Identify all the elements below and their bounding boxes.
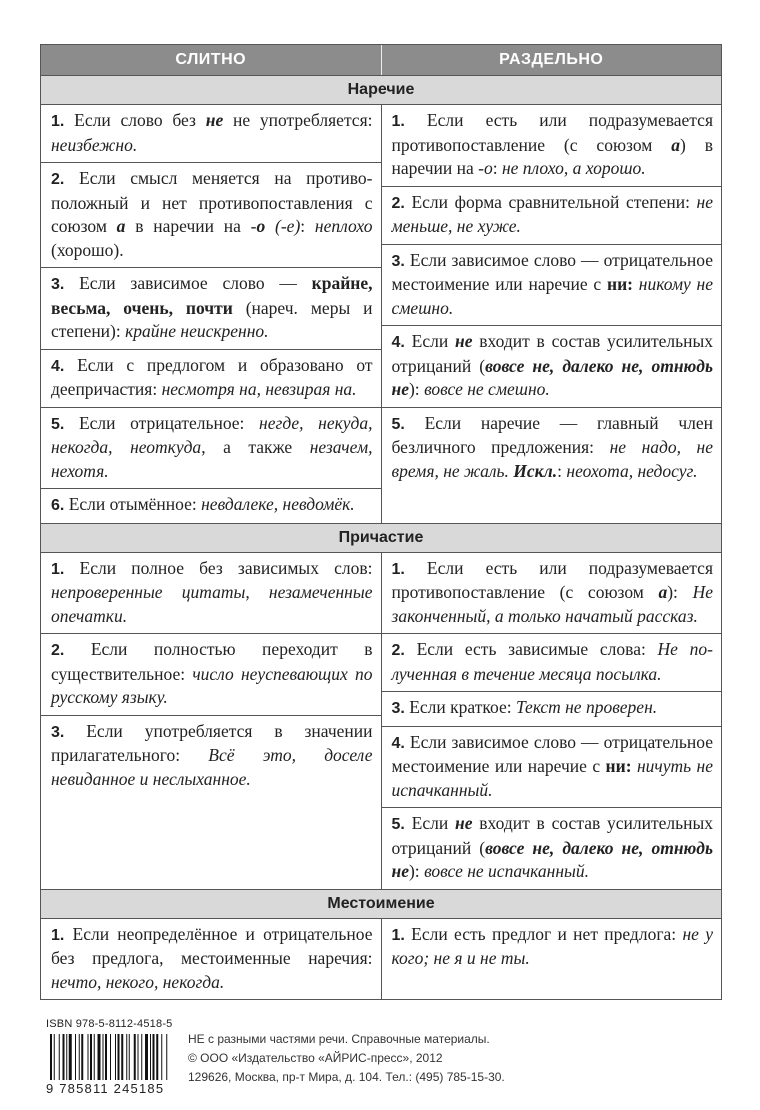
- rule-cell: [41, 919, 381, 1000]
- section-title: Местоимение: [41, 889, 721, 919]
- barcode-bar: [88, 1034, 89, 1080]
- rule-cell: [382, 919, 722, 976]
- rule-number: 6.: [51, 497, 65, 514]
- barcode-bar: [63, 1034, 65, 1080]
- header-separate: РАЗДЕЛЬНО: [381, 45, 722, 75]
- rule-text: Если употребляется в значении прилагательного:: [51, 720, 373, 765]
- rule-text: Если полное без зависимых слов:: [64, 557, 373, 578]
- rule-number: 2.: [391, 194, 405, 212]
- rule-text: ):: [667, 582, 693, 602]
- barcode-bar: [110, 1034, 111, 1080]
- barcode-bar: [153, 1034, 155, 1080]
- rule-number: 4.: [391, 734, 405, 752]
- rule-text: Если смысл меняется на противоположный и нет противопоставления с союзом: [51, 168, 373, 236]
- example-text: никому не смешно.: [391, 274, 713, 318]
- rule-cell: [382, 408, 722, 489]
- section-adverb: [41, 75, 721, 523]
- imprint-line: НЕ с разными частями речи. Справочные материалы.: [188, 1032, 490, 1046]
- example-text: незачем, нехотя.: [51, 437, 373, 481]
- rule-number: 2.: [51, 171, 65, 188]
- example-text: несмотря на, невзирая на.: [161, 379, 357, 399]
- rule-text: Если: [404, 331, 455, 351]
- example-text: негде, некуда, некогда, неоткуда: [51, 412, 373, 457]
- rule-number: 4.: [51, 357, 65, 375]
- imprint-footer: [40, 1018, 722, 1098]
- key-word: вовсе не, далеко не, отнюдь не: [391, 355, 713, 399]
- rule-text: Если полностью переходит в существительное:: [51, 639, 373, 684]
- example-text: число неуспевающих по русскому языку.: [51, 663, 373, 707]
- imprint-line: 129626, Москва, пр-т Мира, д. 104. Тел.: (495) 785-15-30.: [188, 1070, 505, 1084]
- barcode-bar: [156, 1034, 158, 1080]
- barcode-bar: [94, 1034, 95, 1080]
- barcode-bar: [105, 1034, 107, 1080]
- rule-text: (нареч. меры и степени):: [51, 297, 373, 341]
- barcode-bar: [134, 1034, 136, 1080]
- key-word: ни:: [606, 274, 633, 294]
- rule-text: Если зависимое слово — отрицательное местоимение или наречие с: [391, 249, 713, 294]
- example-text: не надо, не время, не жаль.: [391, 437, 714, 481]
- example-text: -: [250, 216, 257, 236]
- imprint-line: © ООО «Издательство «АЙРИС-пресс», 2012: [188, 1051, 443, 1065]
- rule-cell: [382, 105, 722, 187]
- header-joined: СЛИТНО: [175, 51, 247, 68]
- rule-cell: [41, 350, 381, 408]
- barcode-bar: [103, 1034, 104, 1080]
- barcode-bar: [75, 1034, 76, 1080]
- rule-number: 1.: [391, 560, 405, 578]
- rule-number: 5.: [391, 415, 405, 433]
- section-pronoun: [41, 889, 721, 1000]
- key-word: не: [454, 813, 473, 833]
- barcode-bar: [166, 1034, 167, 1080]
- example-text: крайне неискренно.: [125, 321, 269, 341]
- example-text: -о: [478, 158, 493, 178]
- example-text: вовсе не испачканный.: [424, 861, 590, 881]
- rule-cell: [41, 716, 381, 797]
- rule-text: ):: [408, 861, 425, 881]
- example-text: неохота, недосуг.: [566, 460, 698, 481]
- joined-rules: [41, 105, 382, 523]
- rule-text: :: [492, 158, 502, 178]
- rule-text: Если: [404, 813, 455, 833]
- rule-text: Если неопределённое и отрицательное без предлога, местоименные наречия:: [51, 923, 373, 968]
- rule-text: (хорошо).: [51, 239, 124, 260]
- rules-table: [40, 44, 722, 1000]
- rule-number: 3.: [51, 276, 65, 293]
- barcode-bar: [118, 1034, 120, 1080]
- barcode-bar: [81, 1034, 83, 1080]
- rule-number: 4.: [391, 334, 405, 351]
- rule-text: :: [300, 216, 315, 236]
- barcode-bar: [59, 1034, 60, 1080]
- rule-text: Если отымённое:: [64, 494, 202, 514]
- barcode-bar: [138, 1034, 139, 1080]
- rule-cell: [41, 268, 381, 350]
- separate-rules: [382, 553, 722, 889]
- example-text: не меньше, не хуже.: [391, 191, 713, 236]
- rule-number: 3.: [391, 252, 405, 270]
- barcode-bar: [129, 1034, 130, 1080]
- rule-number: 1.: [391, 926, 405, 944]
- rule-cell: [41, 408, 381, 490]
- imprint-text: [188, 1030, 505, 1087]
- section-participle: [41, 523, 721, 889]
- rule-text: входит в состав усилительных отрицаний (: [391, 813, 713, 858]
- rule-text: Если наречие — главный член безличного предложения:: [391, 412, 713, 457]
- rule-text: входит в состав усилительных отрицаний (: [391, 331, 713, 376]
- table-header: [41, 45, 721, 75]
- separate-rules: [382, 105, 722, 523]
- isbn-label: ISBN 978-5-8112-4518-5: [46, 1018, 173, 1030]
- rule-number: 5.: [391, 816, 405, 833]
- rule-cell: [382, 187, 722, 245]
- barcode-bar: [150, 1034, 151, 1080]
- separate-rules: [382, 919, 722, 1000]
- rule-number: 5.: [51, 415, 65, 433]
- rule-text: Если зависимое слово —: [64, 273, 312, 293]
- key-word: крайне, весьма, очень, почти: [51, 273, 373, 318]
- barcode-bar: [141, 1034, 142, 1080]
- rule-text: Если форма сравнительной степени:: [404, 191, 697, 212]
- key-word: а: [116, 216, 126, 236]
- example-text: не плохо, а хорошо.: [501, 158, 646, 178]
- example-text: невдалеке, невдомёк.: [201, 494, 355, 514]
- rule-text: ) в наречии на: [391, 134, 714, 178]
- rule-text: :: [557, 460, 567, 481]
- key-word: ни:: [605, 756, 632, 776]
- barcode-bar: [126, 1034, 127, 1080]
- joined-rules: [41, 553, 382, 889]
- barcode-bar: [115, 1034, 116, 1080]
- barcode-bar: [145, 1034, 148, 1080]
- barcode-icon: [48, 1034, 204, 1080]
- rule-cell: [382, 692, 722, 727]
- barcode-bar: [90, 1034, 92, 1080]
- section-title: Причастие: [41, 523, 721, 553]
- rule-number: 3.: [391, 700, 405, 717]
- rule-text: не употребляется:: [223, 110, 373, 130]
- example-text: ничуть не испачканный.: [391, 756, 713, 800]
- rule-text: , а также: [201, 437, 310, 457]
- rule-number: 3.: [51, 723, 65, 741]
- rule-text: ):: [408, 379, 425, 399]
- key-word: о: [256, 216, 266, 236]
- key-word: не: [205, 110, 224, 130]
- barcode-bar: [69, 1034, 72, 1080]
- rule-cell: [382, 553, 722, 635]
- rule-text: Если с предлогом и образовано от деепричастия:: [51, 354, 373, 399]
- rule-cell: [41, 489, 381, 523]
- rule-text: Если слово без: [64, 110, 206, 130]
- barcode-bar: [66, 1034, 67, 1080]
- rule-cell: [382, 808, 722, 889]
- rule-cell: [41, 163, 381, 268]
- rule-text: Если есть или подразумевается противопоставление (с союзом: [391, 557, 713, 602]
- key-word: а: [671, 134, 680, 155]
- barcode-bar: [50, 1034, 52, 1080]
- key-word: вовсе не, далеко не, отнюдь не: [391, 837, 713, 881]
- rule-cell: [382, 727, 722, 809]
- barcode-bar: [79, 1034, 80, 1080]
- barcode-bar: [161, 1034, 162, 1080]
- barcode-bar: [98, 1034, 101, 1080]
- rule-number: 2.: [391, 642, 405, 659]
- rule-cell: [41, 105, 381, 163]
- key-word: Искл.: [513, 460, 558, 481]
- rule-cell: [41, 634, 381, 716]
- key-word: а: [658, 582, 668, 602]
- example-text: Всё это, доселе невиданное и неслыханное.: [51, 745, 373, 789]
- rule-cell: [382, 245, 722, 327]
- joined-rules: [41, 919, 382, 1000]
- rule-cell: [41, 553, 381, 635]
- rule-text: Если есть или подразумевается противопоставление (с союзом: [391, 110, 713, 155]
- rule-text: Если есть предлог и нет предлога:: [404, 923, 683, 944]
- rule-text: Если зависимое слово — отрицательное местоимение или наречие с: [391, 731, 713, 776]
- example-text: неплохо: [314, 216, 373, 236]
- example-text: Не полученная в течение месяца посылка.: [391, 639, 713, 684]
- section-title: Наречие: [41, 75, 721, 105]
- rule-cell: [382, 326, 722, 408]
- rule-text: Если есть зависимые слова:: [404, 639, 658, 659]
- rule-text: Если краткое:: [404, 697, 516, 717]
- rule-number: 1.: [51, 113, 65, 130]
- rule-cell: [382, 634, 722, 692]
- barcode-digits: 9 785811 245185: [46, 1081, 165, 1096]
- example-text: Не законченный, а только начатый рассказ.: [391, 582, 713, 626]
- example-text: вовсе не смешно.: [424, 379, 550, 399]
- rule-number: 1.: [51, 560, 65, 578]
- key-word: не: [454, 331, 473, 351]
- barcode-bar: [121, 1034, 123, 1080]
- barcode-bar: [54, 1034, 55, 1080]
- rule-number: 1.: [391, 113, 405, 130]
- rule-number: 1.: [51, 926, 65, 944]
- example-text: (-е): [265, 216, 301, 236]
- example-text: не у кого; не я и не ты.: [391, 923, 713, 968]
- rule-text: Если отрицательное:: [64, 412, 260, 433]
- example-text: нечто, некого, некогда.: [51, 971, 225, 992]
- example-text: непроверенные цитаты, незамеченные опечатки.: [51, 582, 373, 626]
- rule-number: 2.: [51, 642, 65, 659]
- example-text: Текст не проверен.: [515, 697, 658, 717]
- rule-text: в наречии на: [125, 216, 251, 236]
- example-text: неизбежно.: [51, 134, 138, 155]
